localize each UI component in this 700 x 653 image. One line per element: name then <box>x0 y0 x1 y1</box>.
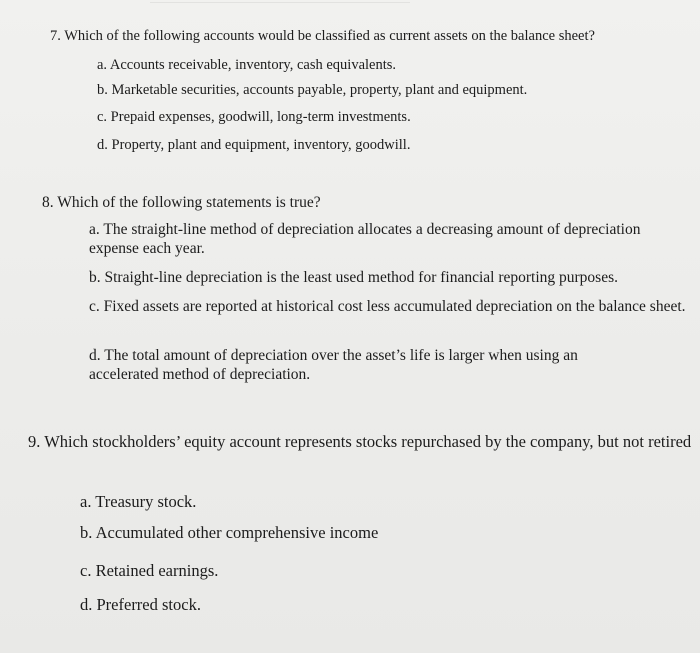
question-9-option-c: c. Retained earnings. <box>80 561 219 580</box>
question-8-option-a: a. The straight-line method of depreciation allocates a decreasing amount of depreciation expense each year. <box>89 221 641 257</box>
question-9-text: 9. Which stockholders’ equity account represents stocks repurchased by the company, but not retired <box>28 432 692 451</box>
question-7-text: 7. Which of the following accounts would be classified as current assets on the balance sheet? <box>50 28 595 44</box>
question-7-option-d: d. Property, plant and equipment, inventory, goodwill. <box>97 137 411 153</box>
page-top-edge <box>150 0 410 3</box>
question-8-option-d: d. The total amount of depreciation over the asset’s life is larger when using an accelerated method of depreciation. <box>89 347 578 383</box>
question-9-option-d: d. Preferred stock. <box>80 595 201 614</box>
question-8-option-c: c. Fixed assets are reported at historical cost less accumulated depreciation on the balance sheet. <box>89 298 686 315</box>
question-8-option-b: b. Straight-line depreciation is the least used method for financial reporting purposes. <box>89 269 619 286</box>
question-9-option-b: b. Accumulated other comprehensive income <box>80 523 379 542</box>
question-9-option-a: a. Treasury stock. <box>80 492 197 511</box>
question-7-option-a: a. Accounts receivable, inventory, cash equivalents. <box>97 57 397 73</box>
question-7-option-c: c. Prepaid expenses, goodwill, long-term investments. <box>97 109 411 125</box>
question-8-text: 8. Which of the following statements is true? <box>42 194 321 211</box>
question-7-option-b: b. Marketable securities, accounts payable, property, plant and equipment. <box>97 82 528 98</box>
